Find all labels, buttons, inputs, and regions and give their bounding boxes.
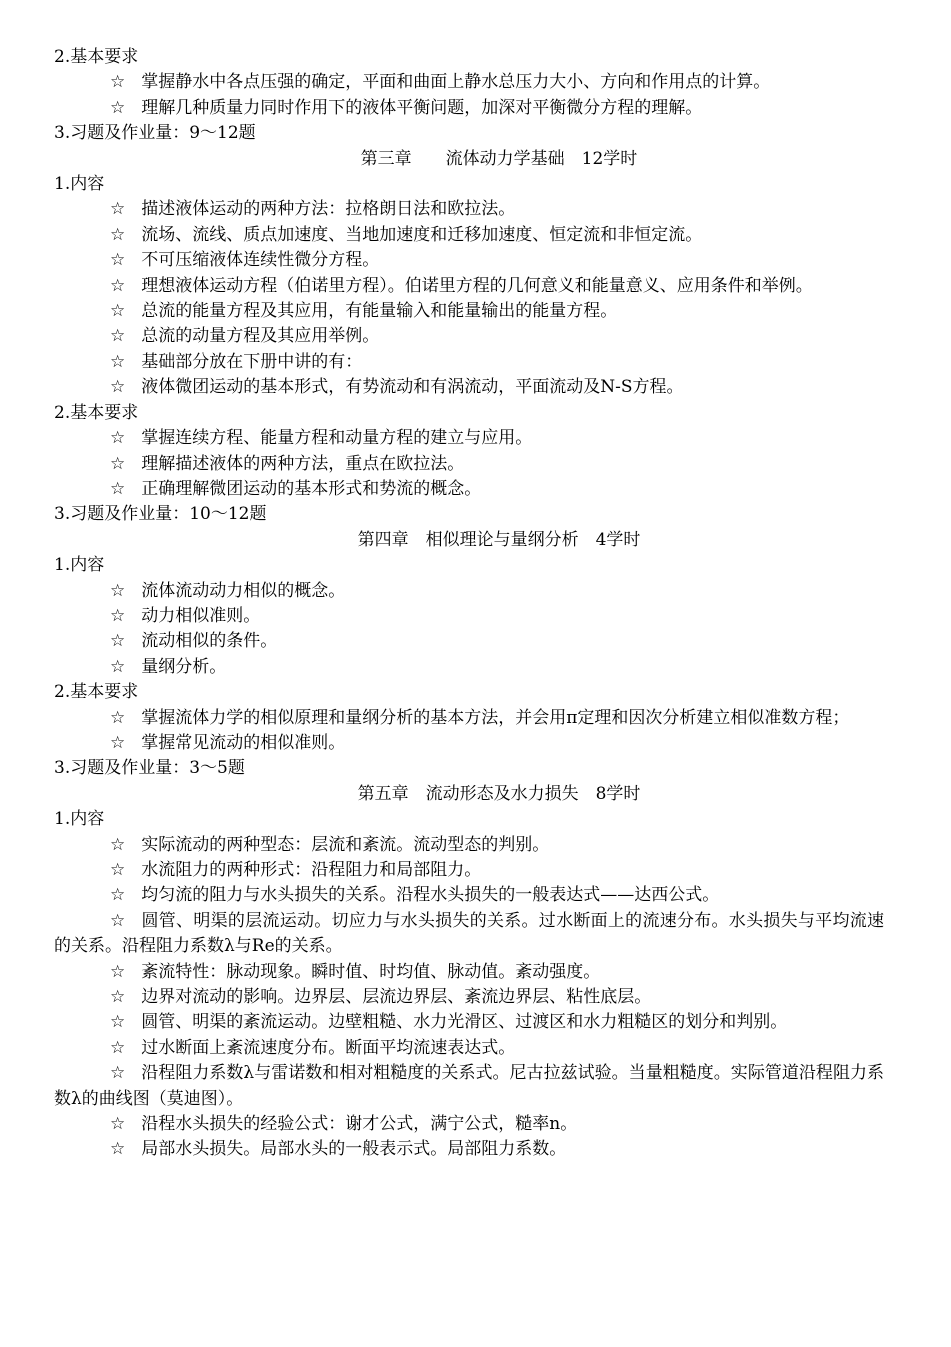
- bullet-item: [54, 1010, 884, 1035]
- bullet-item: [54, 274, 884, 299]
- star-bullet-icon: ☆: [110, 351, 126, 372]
- bullet-text: 理想液体运动方程（伯诺里方程）。伯诺里方程的几何意义和能量意义、应用条件和举例。: [141, 275, 813, 296]
- star-bullet-icon: ☆: [110, 1114, 126, 1135]
- star-bullet-icon: ☆: [110, 732, 126, 753]
- bullet-text: 总流的动量方程及其应用举例。: [141, 326, 380, 347]
- star-bullet-icon: ☆: [110, 326, 126, 347]
- bullet-item: [54, 833, 884, 858]
- bullet-item: [54, 299, 884, 324]
- bullet-text: 量纲分析。: [141, 656, 227, 677]
- bullet-item: [54, 655, 884, 680]
- star-bullet-icon: ☆: [110, 1012, 126, 1033]
- star-bullet-icon: ☆: [110, 478, 126, 499]
- bullet-text: 不可压缩液体连续性微分方程。: [141, 250, 380, 271]
- bullet-item: [54, 1112, 884, 1137]
- section-heading: 1.内容: [54, 809, 105, 830]
- section-heading: 1.内容: [54, 174, 105, 195]
- star-bullet-icon: ☆: [110, 97, 126, 118]
- bullet-item: [54, 197, 884, 222]
- bullet-text: 正确理解微团运动的基本形式和势流的概念。: [141, 478, 482, 499]
- section-heading: 1.内容: [54, 555, 105, 576]
- star-bullet-icon: ☆: [110, 199, 126, 220]
- section-heading: 2.基本要求: [54, 682, 139, 703]
- bullet-text: 流体流动动力相似的概念。: [141, 580, 346, 601]
- bullet-item: [54, 324, 884, 349]
- bullet-item: [54, 629, 884, 654]
- bullet-text: 沿程水头损失的经验公式：谢才公式，满宁公式，糙率n。: [141, 1114, 578, 1135]
- bullet-item: [54, 426, 884, 451]
- bullet-item: [54, 731, 884, 756]
- star-bullet-icon: ☆: [110, 72, 126, 93]
- bullet-item: [54, 1137, 884, 1162]
- bullet-text: 基础部分放在下册中讲的有：: [141, 351, 363, 372]
- bullet-text: 掌握常见流动的相似准则。: [141, 732, 346, 753]
- bullet-text: 掌握连续方程、能量方程和动量方程的建立与应用。: [141, 428, 533, 449]
- bullet-item: [54, 858, 884, 883]
- star-bullet-icon: ☆: [110, 1063, 126, 1084]
- bullet-item: [54, 909, 884, 960]
- bullet-item: [54, 375, 884, 400]
- bullet-text: 理解描述液体的两种方法，重点在欧拉法。: [141, 453, 465, 474]
- bullet-text: 均匀流的阻力与水头损失的关系。沿程水头损失的一般表达式——达西公式。: [141, 885, 720, 906]
- bullet-text: 流动相似的条件。: [141, 631, 278, 652]
- bullet-text: 流场、流线、质点加速度、当地加速度和迁移加速度、恒定流和非恒定流。: [141, 224, 703, 245]
- bullet-text: 边界对流动的影响。边界层、层流边界层、紊流边界层、粘性底层。: [141, 987, 652, 1008]
- star-bullet-icon: ☆: [110, 631, 126, 652]
- star-bullet-icon: ☆: [110, 377, 126, 398]
- section-heading: 3.习题及作业量：10～12题: [54, 504, 267, 525]
- bullet-item: [54, 604, 884, 629]
- bullet-text: 动力相似准则。: [141, 605, 261, 626]
- bullet-text: 局部水头损失。局部水头的一般表示式。局部阻力系数。: [141, 1139, 567, 1160]
- bullet-text: 实际流动的两种型态：层流和紊流。流动型态的判别。: [141, 834, 550, 855]
- star-bullet-icon: ☆: [110, 224, 126, 245]
- bullet-text: 描述液体运动的两种方法：拉格朗日法和欧拉法。: [141, 199, 516, 220]
- star-bullet-icon: ☆: [110, 453, 126, 474]
- bullet-item: [54, 883, 884, 908]
- star-bullet-icon: ☆: [110, 910, 126, 931]
- star-bullet-icon: ☆: [110, 885, 126, 906]
- bullet-text: 水流阻力的两种形式：沿程阻力和局部阻力。: [141, 860, 482, 880]
- bullet-text: 掌握静水中各点压强的确定，平面和曲面上静水总压力大小、方向和作用点的计算。: [141, 72, 771, 93]
- bullet-item: [54, 477, 884, 502]
- star-bullet-icon: ☆: [110, 860, 126, 880]
- bullet-text: 总流的能量方程及其应用，有能量输入和能量输出的能量方程。: [141, 301, 618, 322]
- bullet-text: 圆管、明渠的层流运动。切应力与水头损失的关系。过水断面上的流速分布。水头损失与平均流速的关系。沿程阻力系数λ与Re的关系。: [54, 910, 884, 957]
- bullet-item: [54, 248, 884, 273]
- star-bullet-icon: ☆: [110, 656, 126, 677]
- star-bullet-icon: ☆: [110, 707, 126, 728]
- bullet-item: [54, 1061, 884, 1112]
- star-bullet-icon: ☆: [110, 428, 126, 449]
- star-bullet-icon: ☆: [110, 605, 126, 626]
- chapter-title: 第五章 流动形态及水力损失 8学时: [357, 783, 641, 804]
- star-bullet-icon: ☆: [110, 1037, 126, 1058]
- section-heading: 3.习题及作业量：9～12题: [54, 123, 256, 144]
- bullet-text: 圆管、明渠的紊流运动。边壁粗糙、水力光滑区、过渡区和水力粗糙区的划分和判别。: [141, 1012, 788, 1033]
- bullet-item: [54, 706, 884, 731]
- bullet-item: [54, 985, 884, 1010]
- bullet-item: [54, 70, 884, 95]
- bullet-item: [54, 579, 884, 604]
- star-bullet-icon: ☆: [110, 987, 126, 1008]
- section-heading: 2.基本要求: [54, 47, 139, 67]
- chapter-title: 第三章 流体动力学基础 12学时: [360, 148, 638, 169]
- bullet-item: [54, 96, 884, 121]
- star-bullet-icon: ☆: [110, 301, 126, 322]
- bullet-item: [54, 350, 884, 375]
- document-body: [54, 45, 884, 1163]
- bullet-text: 液体微团运动的基本形式，有势流动和有涡流动，平面流动及N-S方程。: [141, 377, 684, 398]
- bullet-item: [54, 1036, 884, 1061]
- star-bullet-icon: ☆: [110, 580, 126, 601]
- section-heading: 3.习题及作业量：3～5题: [54, 758, 245, 779]
- star-bullet-icon: ☆: [110, 834, 126, 855]
- chapter-title: 第四章 相似理论与量纲分析 4学时: [357, 529, 641, 550]
- bullet-text: 过水断面上紊流速度分布。断面平均流速表达式。: [141, 1037, 516, 1058]
- bullet-item: [54, 223, 884, 248]
- bullet-text: 掌握流体力学的相似原理和量纲分析的基本方法，并会用π定理和因次分析建立相似准数方程；: [141, 707, 850, 728]
- star-bullet-icon: ☆: [110, 275, 126, 296]
- bullet-text: 理解几种质量力同时作用下的液体平衡问题，加深对平衡微分方程的理解。: [141, 97, 703, 118]
- bullet-item: [54, 452, 884, 477]
- bullet-text: 沿程阻力系数λ与雷诺数和相对粗糙度的关系式。尼古拉兹试验。当量粗糙度。实际管道沿程阻力系数λ的曲线图（莫迪图）。: [54, 1063, 884, 1109]
- star-bullet-icon: ☆: [110, 250, 126, 271]
- bullet-text: 紊流特性：脉动现象。瞬时值、时均值、脉动值。紊动强度。: [141, 961, 601, 982]
- star-bullet-icon: ☆: [110, 1139, 126, 1160]
- star-bullet-icon: ☆: [110, 961, 126, 982]
- bullet-item: [54, 960, 884, 985]
- section-heading: 2.基本要求: [54, 402, 139, 423]
